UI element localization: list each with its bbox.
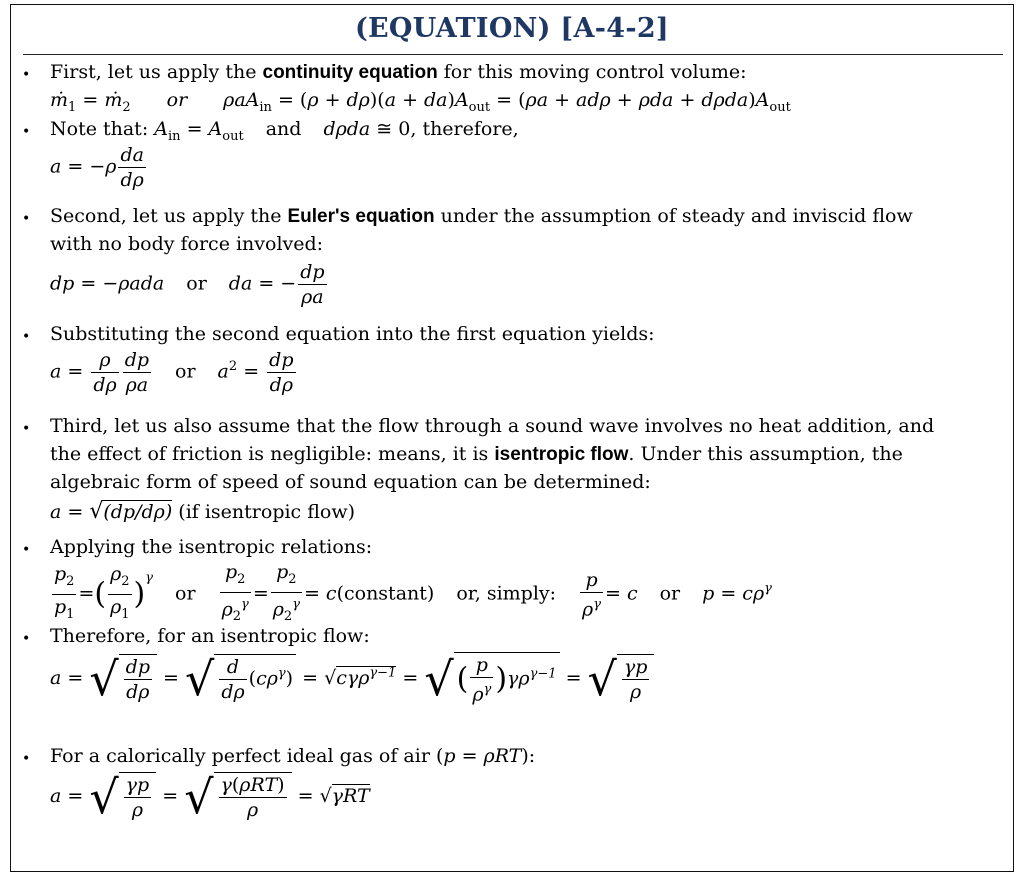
relations-text: Applying the isentropic relations: — [50, 536, 373, 558]
isentropic-relations: $\frac{p_2}{p_1}$ =( $\frac{\rho_2}{\rho_1}$ )$^\gamma$or $\frac{p_2}{\rho_2^\gamma}$ = $\frac{p_2}{\rho_2^\gamma}$ = c(constant) or, simply: $\frac{p}{\rho^\gamma}$ = c or $p = c\rho^\gamma$ — [54, 561, 772, 624]
bullet-2: • — [22, 124, 31, 140]
isentropic-sound-speed: a = √ $\frac{dp}{d\rho}$ = √ $\frac{d}{d\rho}$ $(c\rho^\gamma) = √c\gamma\rho^{\gamma-1}$ = √ ( $\frac{p}{\rho^\gamma}$ )$\gamma\rho^{\gamma-1}$ = √ $\frac{\gamma p}{\rho}$ — [50, 652, 654, 706]
bullet-4: • — [22, 329, 31, 345]
page-title: (EQUATION) [A-4-2] — [354, 13, 670, 44]
continuity-equation: ṁ$_1$ = ṁ$_2$ or $\rho aA_{in} = (\rho + d\rho)(a + da)A_{out} = (\rho a + ad\rho + \rho da + d\rho da)A_{out}$ — [50, 89, 791, 115]
bullet-1: • — [22, 67, 31, 83]
euler-term: Euler's equation — [287, 206, 435, 227]
bullet-7: • — [22, 631, 31, 647]
continuity-term: continuity equation — [262, 62, 438, 83]
a-squared-equation: a = $\frac{\rho}{d\rho}$ $\frac{dp}{\rho a}$ or $a^2$ = $\frac{dp}{d\rho}$ — [50, 349, 294, 396]
title-rule — [23, 54, 1003, 55]
euler-text-2: with no body force involved: — [50, 233, 324, 255]
bullet-8: • — [22, 751, 31, 767]
bullet-6: • — [22, 542, 31, 558]
bullet-5: • — [22, 421, 31, 437]
continuity-text: First, let us apply the continuity equation for this moving control volume: — [50, 61, 747, 83]
a-equation-1: a = −ρ $\frac{da}{d\rho}$ — [50, 144, 144, 191]
ideal-gas-sound-speed: a = √ $\frac{\gamma p}{\rho}$ = √ $\frac{\text{γ(ρRT)}}{\rho}$ = √γRT — [50, 770, 370, 824]
substitute-text: Substituting the second equation into the first equation yields: — [50, 323, 655, 345]
sound-speed-equation: a = √(dp/dρ) (if isentropic flow) — [50, 499, 356, 524]
isentropic-text-1: Third, let us also assume that the flow through a sound wave involves no heat addition, and — [50, 415, 935, 437]
note-text: Note that: $A_{in} = A_{out}$ and dρda ≅ 0, therefore, — [50, 118, 519, 144]
isentropic-text-3: algebraic form of speed of sound equation can be determined: — [50, 471, 651, 493]
ideal-gas-text: For a calorically perfect ideal gas of air (p = ρRT): — [50, 745, 536, 767]
euler-equation: dp = −ρada or da = − $\frac{dp}{\rho a}$ — [50, 261, 325, 308]
euler-text: Second, let us apply the Euler's equation under the assumption of steady and inviscid flow — [50, 205, 913, 227]
bullet-3: • — [22, 211, 31, 227]
therefore-text: Therefore, for an isentropic flow: — [50, 625, 370, 647]
isentropic-text-2: the effect of friction is negligible: means, it is isentropic flow. Under this assumption, the — [50, 443, 903, 465]
isentropic-term: isentropic flow — [494, 444, 629, 465]
